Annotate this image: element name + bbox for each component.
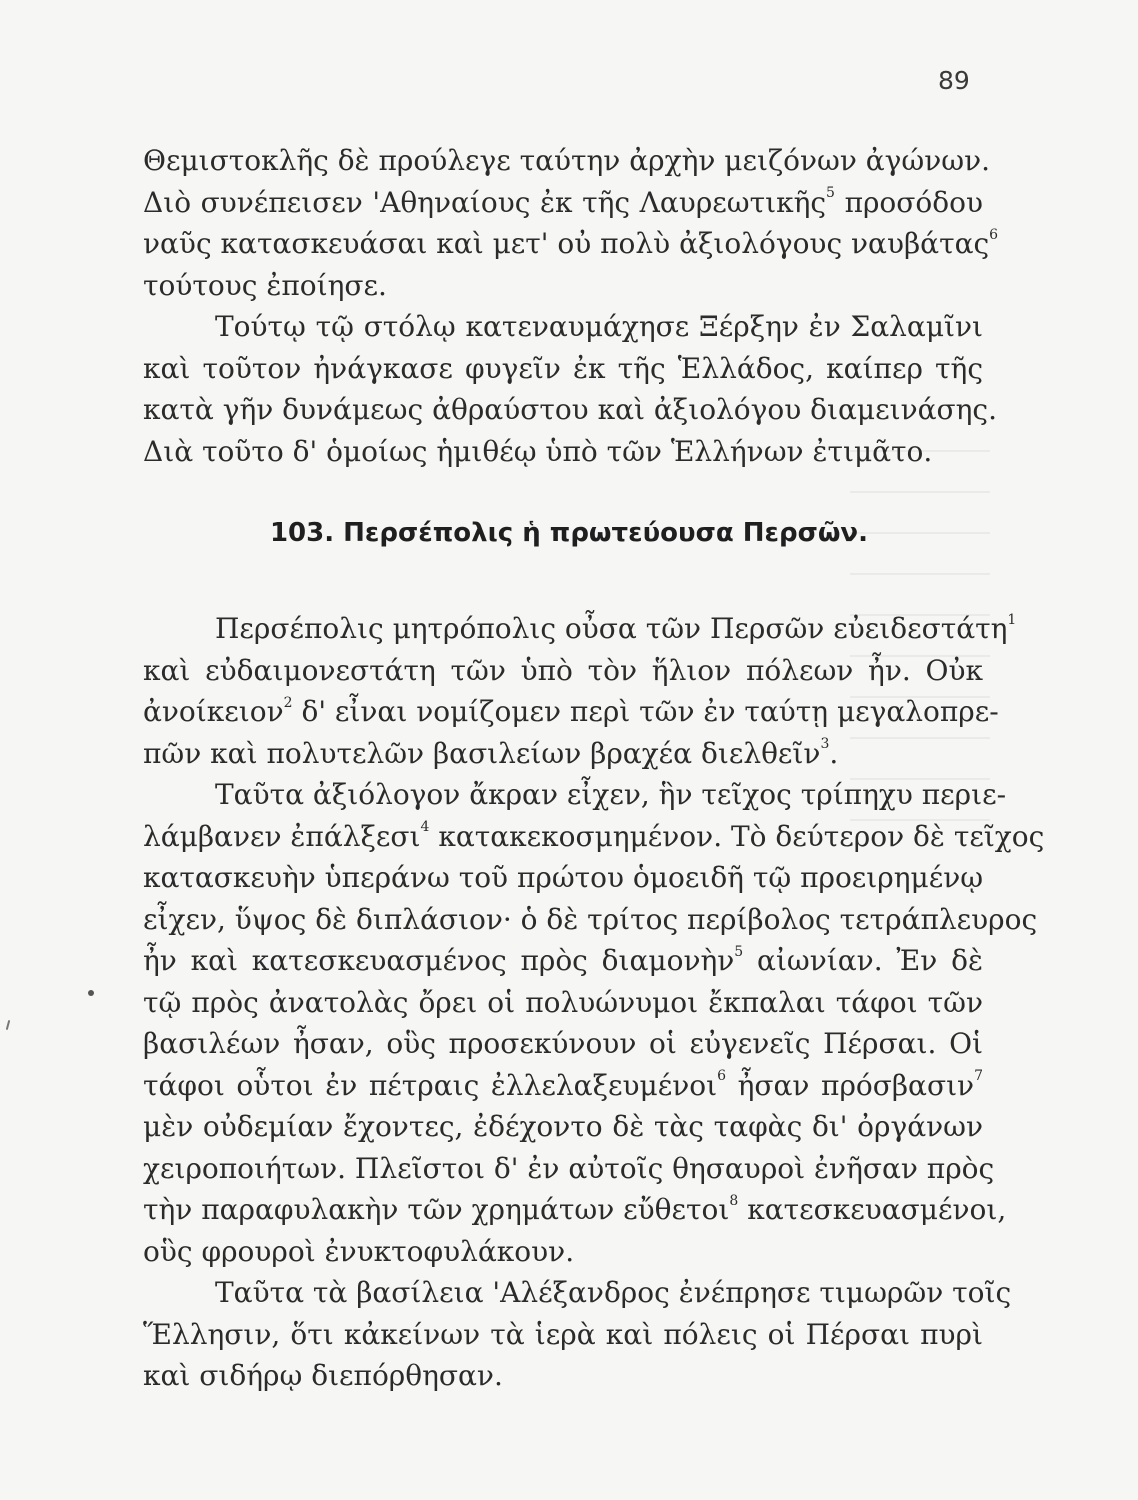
text-line: τάφοι οὗτοι ἐν πέτραις ἐλλελαξευμένοι$^6$ ἦσαν πρόσβασιν$^7$ bbox=[143, 1068, 984, 1102]
footnote-marker: 5 bbox=[734, 943, 744, 960]
scan-speck bbox=[88, 990, 94, 996]
text-line: κατασκευὴν ὑπεράνω τοῦ πρώτου ὁμοειδῆ τῷ προειρημένῳ bbox=[143, 861, 984, 894]
page-number: 89 bbox=[938, 66, 970, 95]
text-line: πῶν καὶ πολυτελῶν βασιλείων βραχέα διελθεῖν$^3$. bbox=[143, 736, 839, 770]
text-line: Θεμιστοκλῆς δὲ προύλεγε ταύτην ἀρχὴν μειζόνων ἀγώνων. bbox=[143, 144, 990, 177]
text-line: οὓς φρουροὶ ἐνυκτοφυλάκουν. bbox=[143, 1234, 575, 1268]
footnote-marker: 2 bbox=[283, 694, 293, 711]
text-line: εἶχεν, ὕψος δὲ διπλάσιον· ὁ δὲ τρίτος περίβολος τετράπλευρος bbox=[143, 902, 1038, 936]
text-line: μὲν οὐδεμίαν ἔχοντες, ἐδέχοντο δὲ τὰς ταφὰς δι' ὀργάνων bbox=[143, 1110, 983, 1143]
text-line: ἀνοίκειον$^2$ δ' εἶναι νομίζομεν περὶ τῶν ἐν ταύτῃ μεγαλοπρε- bbox=[143, 694, 999, 728]
footnote-marker: 3 bbox=[820, 736, 830, 753]
text-line: Τούτῳ τῷ στόλῳ κατεναυμάχησε Ξέρξην ἐν Σαλαμῖνι bbox=[215, 310, 983, 343]
section-heading: 103. Περσέπολις ἡ πρωτεύουσα Περσῶν. bbox=[269, 518, 869, 548]
text-line: καὶ εὐδαιμονεστάτη τῶν ὑπὸ τὸν ἥλιον πόλεων ἦν. Οὐκ bbox=[143, 653, 983, 687]
text-line: κατὰ γῆν δυνάμεως ἀθραύστου καὶ ἀξιολόγου διαμεινάσης. bbox=[143, 393, 997, 426]
footnote-marker: 6 bbox=[717, 1068, 727, 1085]
text-line: βασιλέων ἦσαν, οὓς προσεκύνουν οἱ εὐγενεῖς Πέρσαι. Οἱ bbox=[143, 1027, 983, 1060]
text-line: Ἕλλησιν, ὅτι κἀκείνων τὰ ἱερὰ καὶ πόλεις οἱ Πέρσαι πυρὶ bbox=[143, 1317, 983, 1351]
text-line: Περσέπολις μητρόπολις οὖσα τῶν Περσῶν εὐειδεστάτη$^1$ bbox=[215, 611, 1017, 645]
text-line: λάμβανεν ἐπάλξεσι$^4$ κατακεκοσμημένον. Τὸ δεύτερον δὲ τεῖχος bbox=[143, 819, 1045, 853]
text-line: ναῦς κατασκευάσαι καὶ μετ' οὐ πολὺ ἀξιολόγους ναυβάτας$^6$ bbox=[143, 226, 999, 260]
text-line: καὶ τοῦτον ἠνάγκασε φυγεῖν ἐκ τῆς Ἑλλάδος, καίπερ τῆς bbox=[143, 351, 983, 385]
text-line: χειροποιήτων. Πλεῖστοι δ' ἐν αὐτοῖς θησαυροὶ ἐνῆσαν πρὸς bbox=[143, 1151, 995, 1185]
text-line: Ταῦτα ἀξιόλογον ἄκραν εἶχεν, ἣν τεῖχος τρίπηχυ περιε- bbox=[215, 778, 1007, 811]
scan-speck bbox=[6, 1020, 11, 1030]
footnote-marker: 7 bbox=[974, 1068, 984, 1085]
text-block-main bbox=[143, 608, 1045, 1397]
footnote-marker: 6 bbox=[989, 226, 999, 243]
text-line: τὴν παραφυλακὴν τῶν χρημάτων εὔθετοι$^8$ κατεσκευασμένοι, bbox=[143, 1192, 1007, 1226]
text-line: Διὰ τοῦτο δ' ὁμοίως ἡμιθέῳ ὑπὸ τῶν Ἑλλήνων ἐτιμᾶτο. bbox=[143, 434, 933, 468]
text-line: τούτους ἐποίησε. bbox=[143, 268, 387, 302]
footnote-marker: 1 bbox=[1007, 611, 1017, 628]
footnote-marker: 8 bbox=[729, 1192, 739, 1209]
footnote-marker: 5 bbox=[826, 185, 835, 202]
text-line: Ταῦτα τὰ βασίλεια 'Αλέξανδρος ἐνέπρησε τιμωρῶν τοῖς bbox=[215, 1276, 1012, 1309]
text-line: ἦν καὶ κατεσκευασμένος πρὸς διαμονὴν$^5$ αἰωνίαν. Ἐν δὲ bbox=[143, 943, 984, 977]
footnote-marker: 4 bbox=[420, 819, 430, 836]
text-line: τῷ πρὸς ἀνατολὰς ὄρει οἱ πολυώνυμοι ἔκπαλαι τάφοι τῶν bbox=[143, 985, 983, 1019]
text-line: καὶ σιδήρῳ διεπόρθησαν. bbox=[143, 1359, 503, 1392]
text-block-top bbox=[143, 140, 999, 472]
text-line: Διὸ συνέπεισεν 'Αθηναίους ἐκ τῆς Λαυρεωτικῆς$^5$ προσόδου bbox=[143, 185, 983, 219]
